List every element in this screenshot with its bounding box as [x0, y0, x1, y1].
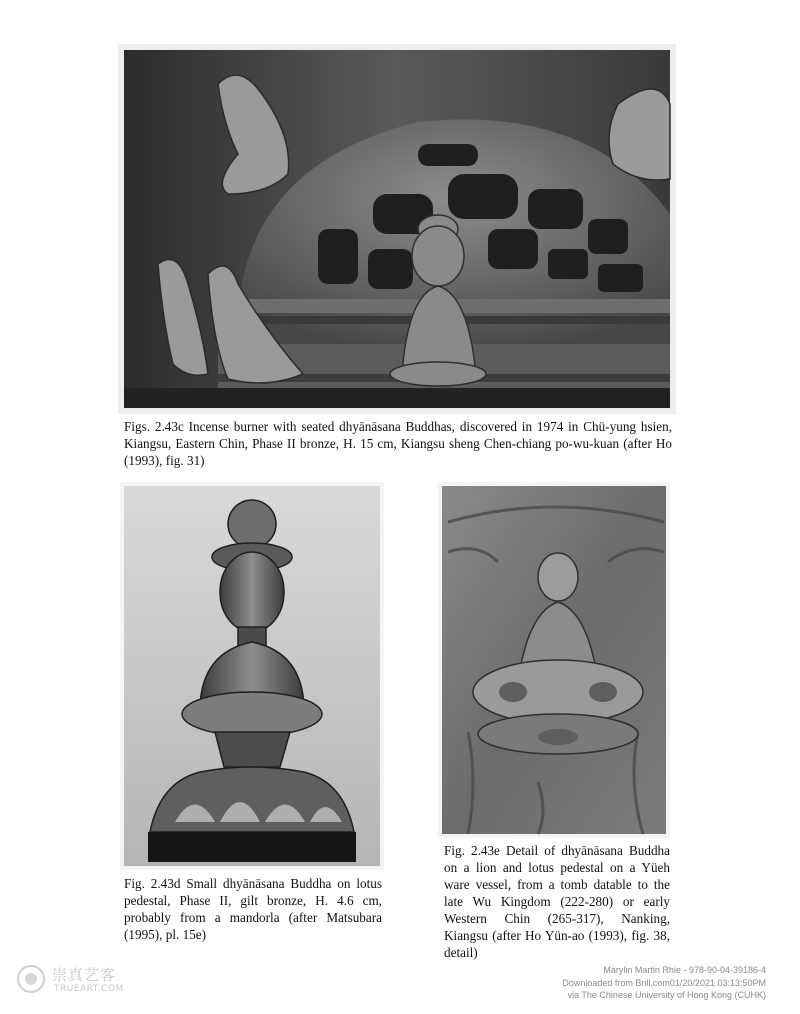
incense-burner-photo — [118, 44, 676, 414]
watermark-name: 崇真艺客 — [52, 966, 117, 984]
footer-institution: via The Chinese University of Hong Kong (CUHK) — [567, 990, 766, 1000]
figure-d-caption: Fig. 2.43d Small dhyānāsana Buddha on lotus pedestal, Phase II, gilt bronze, H. 4.6 cm, probably from a mandorla (after Matsubara (1995), pl. 15e) — [124, 876, 382, 942]
yueh-ware-relief-photo — [438, 482, 670, 838]
figure-c-caption: Figs. 2.43c Incense burner with seated dhyānāsana Buddhas, discovered in 1974 in Chü-yung hsien, Kiangsu, Eastern Chin, Phase II bronze, H. 15 cm, Kiangsu sheng Chen-chiang po-wu-kuan (after Ho (1993), fig. 31) — [124, 419, 672, 468]
footer-download-info: Downloaded from Brill.com01/20/2021 03:13:50PM — [562, 977, 766, 988]
footer-author-isbn: Marylin Martin Rhie - 978-90-04-39186-4 — [603, 965, 766, 975]
gilt-bronze-buddha-photo — [120, 482, 384, 870]
trueart-watermark — [16, 962, 126, 998]
download-footer — [446, 964, 766, 1002]
watermark-site: TRUEART.COM — [54, 984, 124, 994]
trueart-logo-icon — [16, 964, 46, 994]
figure-e-caption: Fig. 2.43e Detail of dhyānāsana Buddha on a lion and lotus pedestal on a Yüeh ware vessel, from a tomb datable to the late Wu Kingdom (222-280) or early Western Chin (265-317), Nanking, Kiangsu (after Ho Yün-ao (1993), fig. 38, detail) — [444, 843, 670, 960]
